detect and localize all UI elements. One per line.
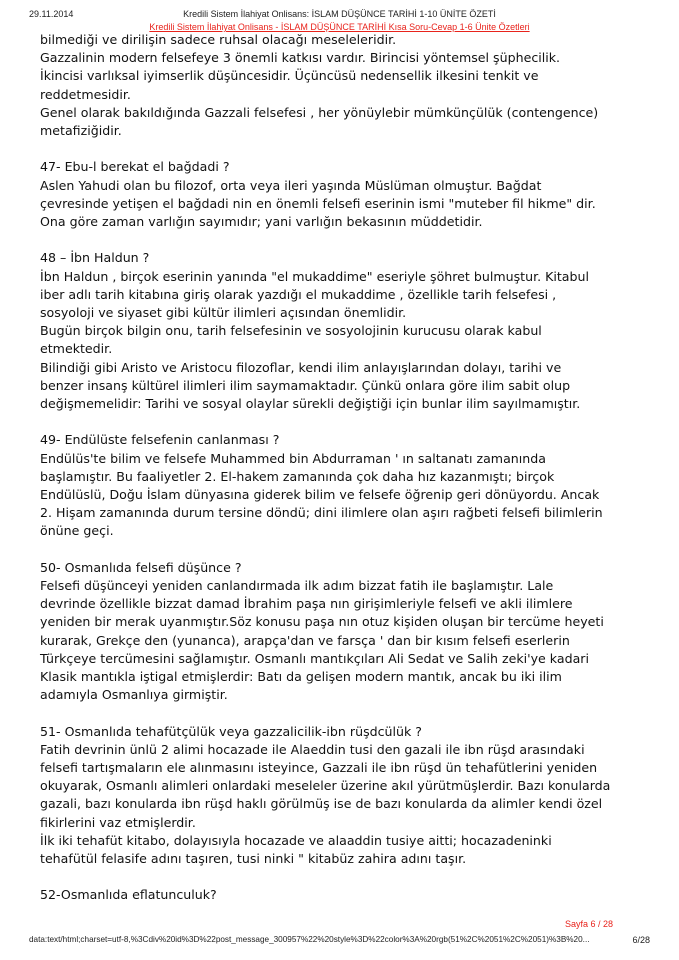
text-line: sosyoloji ve siyaset gibi kültür ilimleri açısından önemlidir. <box>40 305 407 321</box>
question-heading: 49- Endülüste felsefenin canlanması ? <box>40 432 280 448</box>
text-line: Bilindiği gibi Aristo ve Aristocu filozoflar, kendi ilim anlayışlarından dolayı, tarihi ve <box>40 359 562 375</box>
paragraph-gap <box>40 413 640 431</box>
print-date: 29.11.2014 <box>29 9 74 19</box>
text-line: Genel olarak bakıldığında Gazzali felsefesi , her yönüylebir mümkünçülük (contengence) <box>40 104 599 120</box>
footer-page-count: 6/28 <box>632 935 650 945</box>
document-body <box>40 31 640 905</box>
text-line: bilmediği ve dirilişin sadece ruhsal olacağı meseleleridir. <box>40 32 397 47</box>
paragraph-gap <box>40 704 640 722</box>
question-heading: 51- Osmanlıda tehafütçülük veya gazzalicilik-ibn rüşdcülük ? <box>40 723 422 739</box>
text-line: reddetmesidir. <box>40 86 131 102</box>
text-line: İkincisi varlıksal iyimserlik düşüncesidir. Üçüncüsü nedensellik ilkesini tenkit ve <box>40 68 539 84</box>
question-heading: 48 – İbn Haldun ? <box>40 250 150 266</box>
text-line: fikirlerini vaz etmişlerdir. <box>40 814 196 830</box>
text-line: Endülüslü, Doğu İslam dünyasına giderek bilim ve felsefe öğrenip geri dönüyordu. Ancak <box>40 487 600 503</box>
text-line: çevresinde yetişen el bağdadi nin en önemli felsefi eserinin ismi "muteber fil hikme" dir. <box>40 195 596 211</box>
question-heading: 47- Ebu-l berekat el bağdadi ? <box>40 159 230 175</box>
page-label: Sayfa 6 / 28 <box>564 919 613 929</box>
text-line: yeniden bir merak uyanmıştır.Söz konusu paşa nın otuz kişiden oluşan bir tercüme heyeti <box>40 614 604 630</box>
paragraph-gap <box>40 140 640 158</box>
text-line: Bugün birçok bilgin onu, tarih felsefesinin ve sosyolojinin kurucusu olarak kabul <box>40 323 542 339</box>
text-line: kurarak, Grekçe den (yunanca), arapça'dan ve farsça ' dan bir kısım felsefi eserlerin <box>40 632 570 648</box>
document-subtitle-link[interactable]: Kredili Sistem İlahiyat Onlisans - İSLAM DÜŞÜNCE TARİHİ Kısa Soru-Cevap 1-6 Ünite Özetleri <box>149 22 530 32</box>
text-line: adamıyla Osmanlıya girmiştir. <box>40 687 228 703</box>
text-line: tehafütül felasife adını taşıren, tusi ninki " kitabüz zahira adını taşır. <box>40 851 467 867</box>
text-line: etmektedir. <box>40 341 113 357</box>
text-line: devrinde özellikle bizzat damad İbrahim paşa nın girişimleriyle felsefi ve akli ilimlere <box>40 596 573 612</box>
text-line: benzer insanş kültürel ilimleri ilim saymamaktadır. Çünkü onlara göre ilim sabit olup <box>40 377 571 393</box>
text-line: İlk iki tehafüt kitabo, dolayısıyla hocazade ve alaaddin tusiye aitti; hocazadeninki <box>40 832 552 848</box>
paragraph-gap <box>40 541 640 559</box>
text-line: Endülüs'te bilim ve felsefe Muhammed bin Abdurraman ' ın saltanatı zamanında <box>40 450 546 466</box>
text-line: başlamıştır. Bu faaliyetler 2. El-hakem zamanında çok daha hız kazanmıştı; birçok <box>40 468 555 484</box>
text-line: Ona göre zaman varlığın sayımıdır; yani varlığın bekasının müddetidir. <box>40 214 483 230</box>
text-line: Gazzalinin modern felsefeye 3 önemli katkısı vardır. Birincisi yöntemsel şüphecilik. <box>40 50 561 66</box>
text-line: değişmemelidir: Tarihi ve sosyal olaylar sürekli değiştiği için bunlar ilim sayılmamıştır. <box>40 396 581 412</box>
text-line: gazali, bazı konularda ibn rüşd haklı görülmüş ise de bazı konularda da alimler kendi özel <box>40 796 603 812</box>
text-line: okuyarak, Osmanlı alimleri onlardaki meseleler üzerine akıl yürütmüşlerdir. Bazı konularda <box>40 778 611 794</box>
text-line: Aslen Yahudi olan bu filozof, orta veya ileri yaşında Müslüman olmuştur. Bağdat <box>40 177 542 193</box>
text-line: iber adlı tarih kitabına giriş olarak yazdığı el mukaddime , özellikle tarih felsefesi , <box>40 286 557 302</box>
text-line: Fatih devrinin ünlü 2 alimi hocazade ile Alaeddin tusi den gazali ile ibn rüşd arasındaki <box>40 741 585 757</box>
text-line: 2. Hişam zamanında durum tersine döndü; dini ilimlere olan aşırı rağbeti felsefi bilimlerin <box>40 505 603 521</box>
text-line: Felsefi düşünceyi yeniden canlandırmada ilk adım bizzat fatih ile başlamıştır. Lale <box>40 578 554 594</box>
footer-url: data:text/html;charset=utf-8,%3Cdiv%20id%3D%22post_message_300957%22%20style%3D%22color%3A%20rgb(51%2C%2051%2C%2051)%3B%20... <box>29 935 590 944</box>
text-line: Türkçeye tercümesini sağlamıştır. Osmanlı mantıkçıları Ali Sedat ve Salih zeki'ye kadari <box>40 650 589 666</box>
text-line: felsefi tartışmaların ele alınmasını isteyince, Gazzali ile ibn rüşd ün tehafütlerini yeniden <box>40 760 598 776</box>
text-line: İbn Haldun , birçok eserinin yanında "el mukaddime" eseriyle şöhret bulmuştur. Kitabul <box>40 268 589 284</box>
text-line: önüne geçi. <box>40 523 114 539</box>
question-heading: 50- Osmanlıda felsefi düşünce ? <box>40 559 242 575</box>
paragraph-gap <box>40 868 640 886</box>
text-line: Klasik mantıkla iştigal etmişlerdir: Batı da gelişen modern mantık, ancak bu iki ilim <box>40 669 562 685</box>
paragraph-gap <box>40 231 640 249</box>
print-header-title: Kredili Sistem İlahiyat Onlisans: İSLAM DÜŞÜNCE TARİHİ 1-10 ÜNİTE ÖZETİ <box>183 9 496 19</box>
text-line: metafiziğidir. <box>40 123 122 139</box>
question-heading: 52-Osmanlıda eflatunculuk? <box>40 887 217 903</box>
